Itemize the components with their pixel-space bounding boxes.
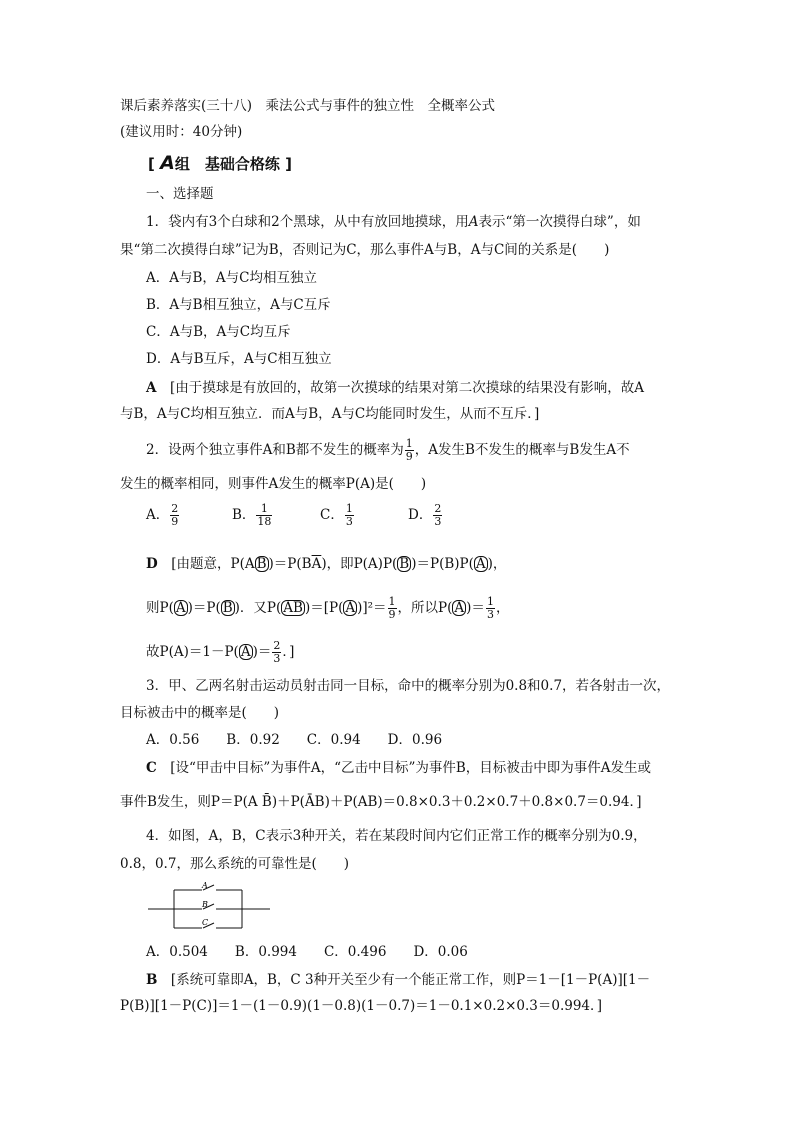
q3-answer-line2: 事件B发生，则P＝P(A B̄)＋P(ĀB)＋P(AB)＝0.8×0.3＋0.2×0.7＋0.8×0.7＝0.94．] xyxy=(120,794,642,810)
section-name: 组 基础合格练 xyxy=(174,155,280,173)
q4-answer-line2: P(B)][1－P(C)]＝1－(1－0.9)(1－0.8)(1－0.7)＝1－0.1×0.2×0.3＝0.994．] xyxy=(120,998,603,1014)
parallel-switch-diagram xyxy=(148,878,270,932)
switch-label-a: A xyxy=(202,881,208,890)
q2-stem-line2: 发生的概率相同，则事件A发生的概率P(A)是( ) xyxy=(120,476,427,492)
q1-answer-line1: A [由于摸球是有放回的，故第一次摸球的结果对第二次摸球的结果没有影响，故A xyxy=(146,380,644,396)
switch-label-b: B xyxy=(202,900,208,909)
suggested-time: (建议用时：40分钟) xyxy=(120,124,243,140)
q2-stem-line1: 2．设两个独立事件A和B都不发生的概率为 $\frac{1}{9}$ ，A发生B不发生的概率与B发生A不 xyxy=(146,437,630,463)
q2-options xyxy=(146,503,443,528)
bracket-left: [ xyxy=(148,155,155,173)
q3-answer-line1: C [设“甲击中目标”为事件A，“乙击中目标”为事件B，目标被击中即为事件A发生或 xyxy=(146,760,652,776)
q3-stem-line2: 目标被击中的概率是( ) xyxy=(120,705,280,721)
q1-stem-line2: 果“第二次摸得白球”记为B，否则记为C，那么事件A与B，A与C间的关系是( ) xyxy=(120,242,610,258)
q1-answer-line2: 与B，A与C均相互独立．而A与B，A与C均能同时发生，从而不互斥．] xyxy=(120,406,540,422)
q4-stem-line2: 0.8，0.7，那么系统的可靠性是( ) xyxy=(120,856,349,872)
q2-option-b: B． $\frac{1}{18}$ xyxy=(232,502,272,528)
q2-option-a: A． $\frac{2}{9}$ xyxy=(146,502,179,528)
q2-option-d: D． $\frac{2}{3}$ xyxy=(408,502,442,528)
q2-option-c: C． $\frac{1}{3}$ xyxy=(320,502,353,528)
q3-options: A．0.56 B．0.92 C．0.94 D．0.96 xyxy=(146,732,443,748)
q4-options: A．0.504 B．0.994 C．0.496 D．0.06 xyxy=(146,944,468,960)
q4-stem-line1: 4．如图，A，B，C表示3种开关，若在某段时间内它们正常工作的概率分别为0.9， xyxy=(146,828,647,844)
q4-answer-line1: B [系统可靠即A，B，C 3种开关至少有一个能正常工作，则P＝1－[1－P(A)][1－ xyxy=(146,972,651,988)
bracket-right: ] xyxy=(285,155,292,173)
q1-option-b: B．A与B相互独立，A与C互斥 xyxy=(146,297,331,313)
page-title: 课后素养落实(三十八) 乘法公式与事件的独立性 全概率公式 xyxy=(120,98,496,114)
q2-answer-line1: D [由题意，P(A B )$=P(B\overline{A})$，即P(A)P( B )＝P(B)P( A )， xyxy=(146,556,507,572)
q3-stem-line1: 3．甲、乙两名射击运动员射击同一目标，命中的概率分别为0.8和0.7，若各射击一次， xyxy=(146,678,671,694)
section-heading xyxy=(148,152,292,174)
q1-stem-line1: 1．袋内有3个白球和2个黑球，从中有放回地摸球，用A表示“第一次摸得白球”，如 xyxy=(146,214,641,230)
switch-label-c: C xyxy=(202,918,209,927)
q2-answer-line3: 故P(A)＝1－P( A )＝ $\frac{2}{3}$ ．] xyxy=(146,639,295,665)
section-letter: A xyxy=(160,152,175,174)
q2-answer-line2: 则P( A )＝P( B )．又P( AB )＝[P( A )]²＝ $\frac{1}{9}$ ，所以P( A )＝ $\frac{1}{3}$ ， xyxy=(146,595,510,621)
q1-option-a: A．A与B，A与C均相互独立 xyxy=(146,270,317,286)
fraction: $\frac{1}{9}$ xyxy=(405,437,413,463)
q1-option-d: D．A与B互斥，A与C相互独立 xyxy=(146,351,332,367)
q1-option-c: C．A与B，A与C均互斥 xyxy=(146,324,291,340)
part-heading: 一、选择题 xyxy=(146,186,214,202)
